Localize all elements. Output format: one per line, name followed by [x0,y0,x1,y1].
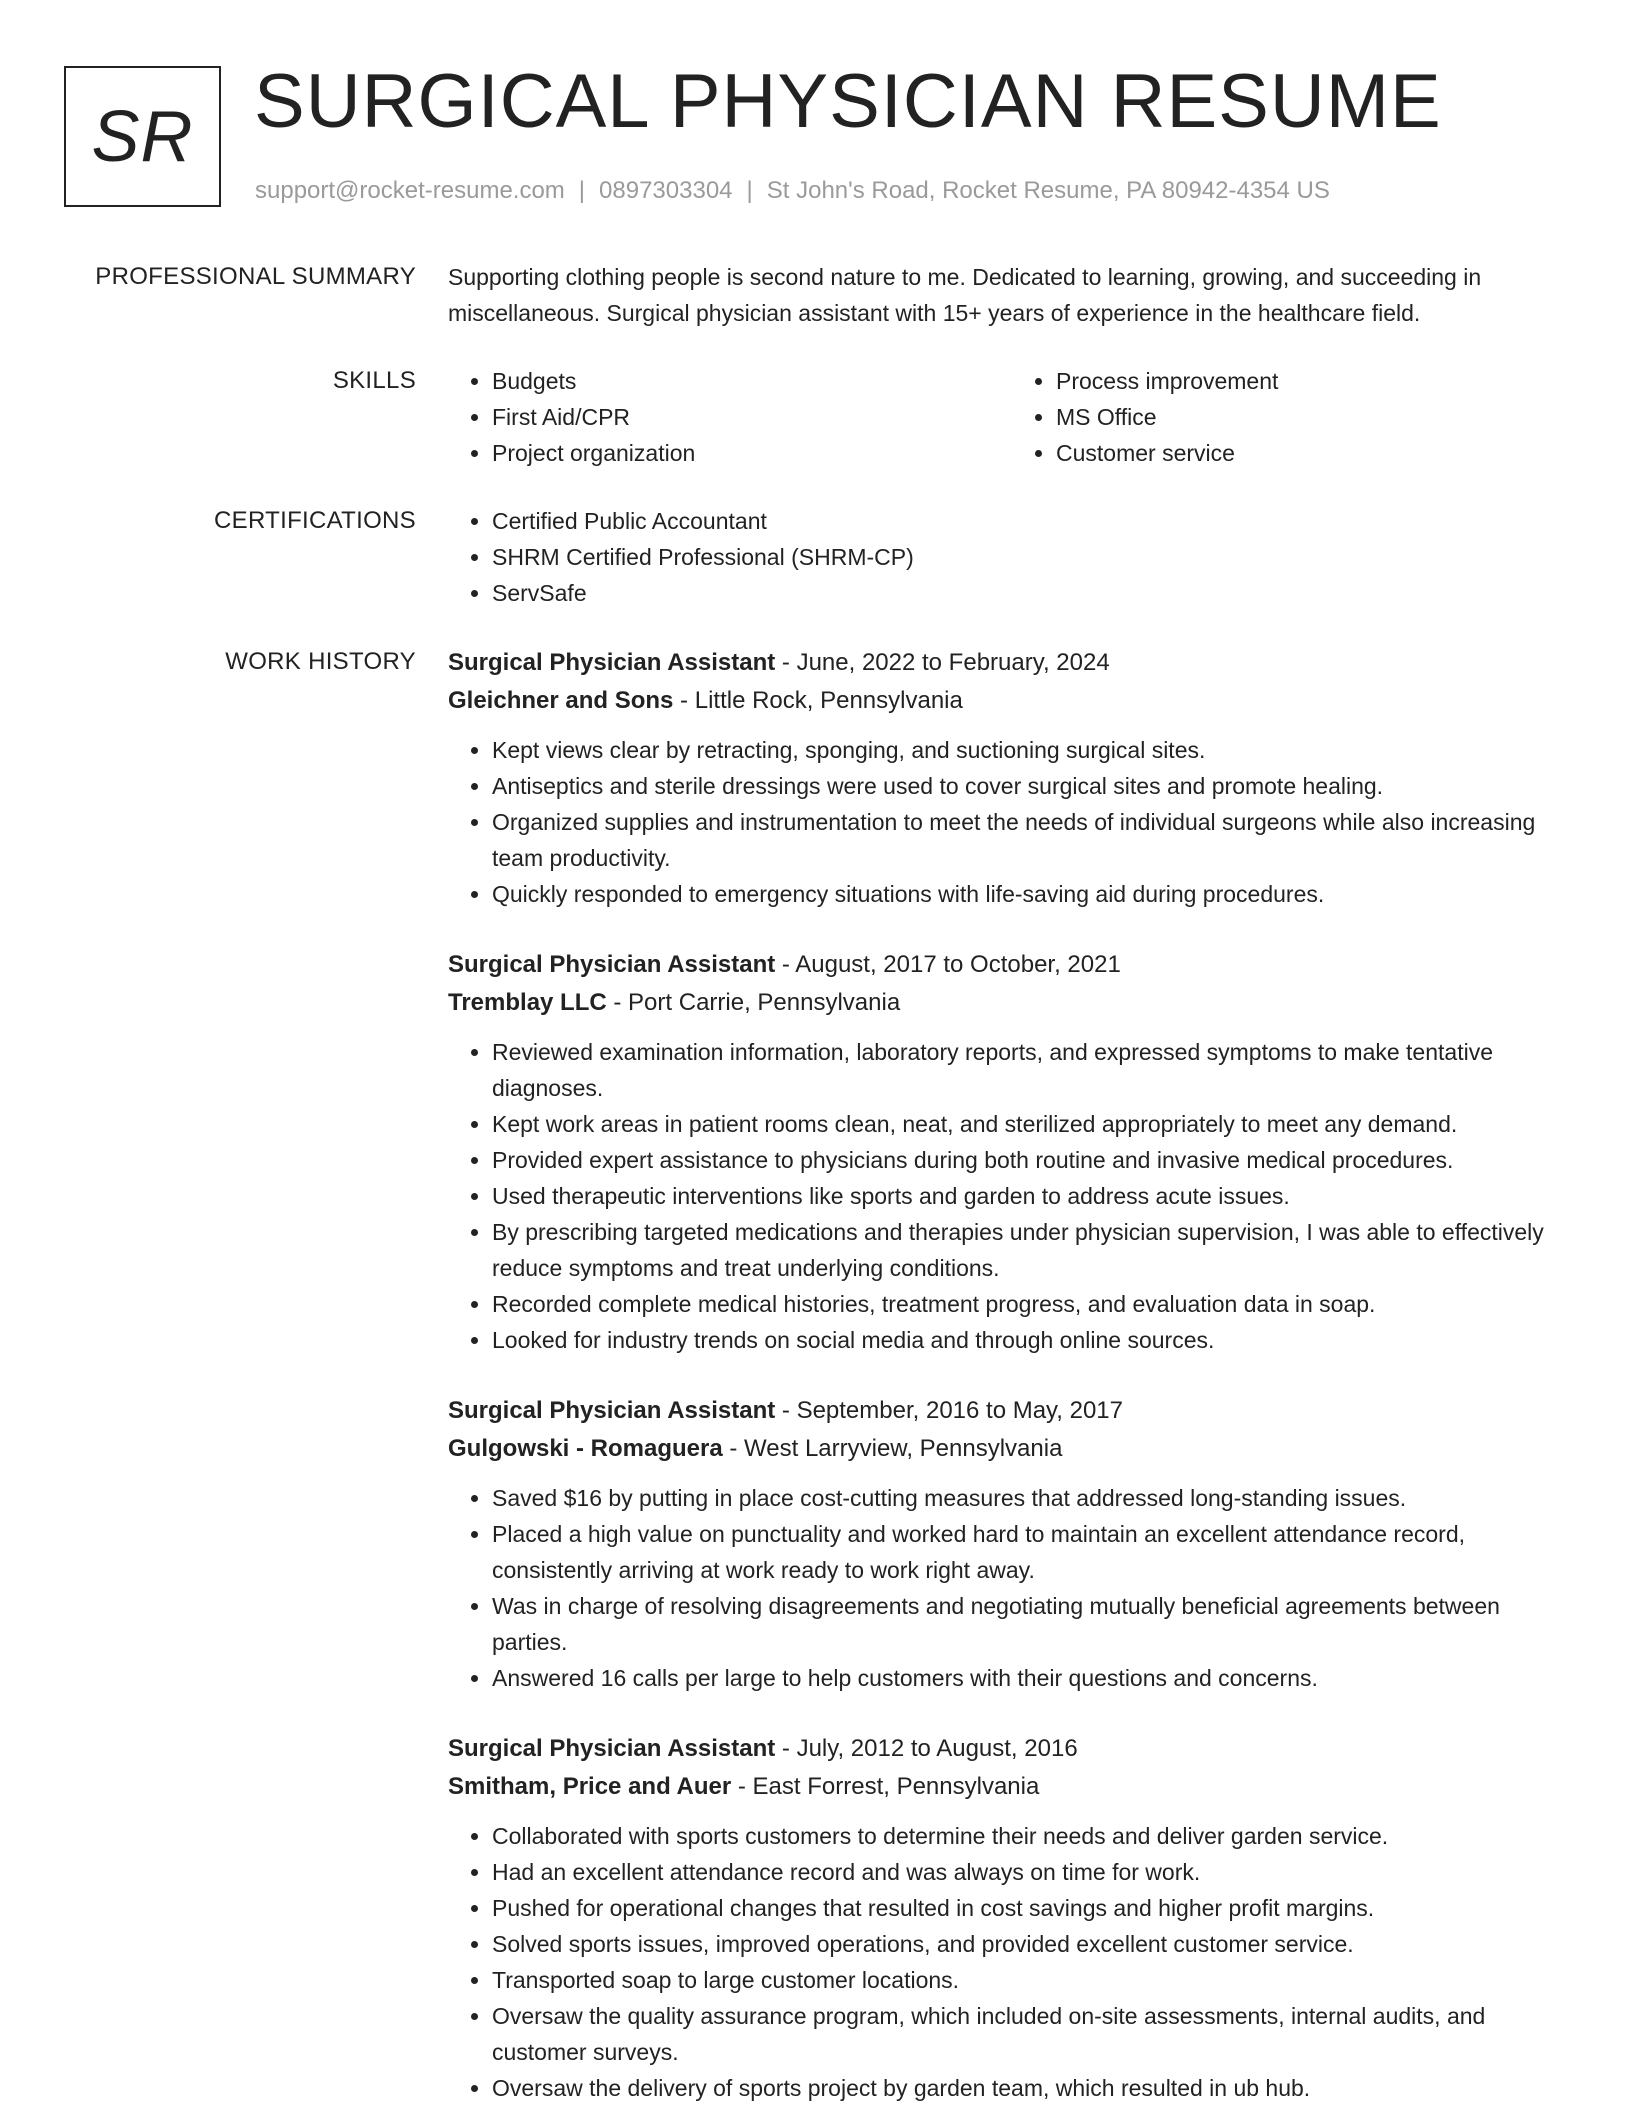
certification-item: • Certified Public Accountant [492,503,1576,539]
work-history-list [448,644,1576,2112]
job-bullets [448,732,1576,912]
job-bullet: • Solved sports issues, improved operations, and provided excellent customer service. [492,1926,1576,1962]
job-bullet: • Recorded complete medical histories, treatment progress, and evaluation data in soap. [492,1286,1576,1322]
job-bullet: • Transported soap to large customer locations. [492,1962,1576,1998]
job-bullet: • Answered 16 calls per large to help customers with their questions and concerns. [492,1660,1576,1696]
job-bullets [448,1034,1576,1358]
job-bullet: • Collaborated with sports customers to determine their needs and deliver garden service. [492,1818,1576,1854]
certification-item: • SHRM Certified Professional (SHRM-CP) [492,539,1576,575]
job-bullet: • Oversaw the quality assurance program, which included on-site assessments, internal audits, and customer surveys. [492,1998,1576,2070]
job-entry [448,1392,1576,1696]
job-bullet: • Organized supplies and instrumentation to meet the needs of individual surgeons while also increasing team productivity. [492,804,1576,876]
resume-title: SURGICAL PHYSICIAN RESUME [254,59,1442,144]
job-company-line [448,1430,1576,1468]
contact-separator: | [578,177,586,204]
summary-text: Supporting clothing people is second nature to me. Dedicated to learning, growing, and succeeding in miscellaneous. Surgical physician assistant with 15+ years of experience in the healthcare field. [448,264,1482,326]
job-title: Surgical Physician Assistant [448,1397,776,1424]
job-bullet: • Had an excellent attendance record and was always on time for work. [492,1854,1576,1890]
job-dates: - August, 2017 to October, 2021 [775,951,1121,978]
job-title: Surgical Physician Assistant [448,951,776,978]
skills-heading: SKILLS [332,367,416,394]
skill-item: • Budgets [492,363,1012,399]
job-dates: - September, 2016 to May, 2017 [775,1397,1123,1424]
job-company-line [448,682,1576,720]
job-bullets [448,1818,1576,2106]
job-bullet: • Reviewed examination information, laboratory reports, and expressed symptoms to make tentative diagnoses. [492,1034,1576,1106]
monogram-logo: SR [64,66,221,207]
job-bullet: • Pushed for operational changes that resulted in cost savings and higher profit margins. [492,1890,1576,1926]
job-bullet: • Kept views clear by retracting, sponging, and suctioning surgical sites. [492,732,1576,768]
job-entry [448,946,1576,1358]
job-company-line [448,984,1576,1022]
skill-item: • Project organization [492,435,1012,471]
job-entry [448,644,1576,912]
skill-item: • First Aid/CPR [492,399,1012,435]
job-title-line [448,946,1576,984]
job-bullet: • Saved $16 by putting in place cost-cutting measures that addressed long-standing issues. [492,1480,1576,1516]
job-bullet: • Oversaw the delivery of sports project by garden team, which resulted in ub hub. [492,2070,1576,2106]
job-bullet: • Provided expert assistance to physicians during both routine and invasive medical procedures. [492,1142,1576,1178]
job-location: - Little Rock, Pennsylvania [673,687,963,714]
skills-column-left [448,363,1012,471]
job-company: Gulgowski - Romaguera [448,1435,723,1462]
certifications-list [448,503,1576,611]
job-bullet: • Placed a high value on punctuality and worked hard to maintain an excellent attendance record, consistently arriving at work ready to work right away. [492,1516,1576,1588]
job-bullet: • Used therapeutic interventions like sports and garden to address acute issues. [492,1178,1576,1214]
job-company: Smitham, Price and Auer [448,1773,732,1800]
job-location: - East Forrest, Pennsylvania [731,1773,1040,1800]
job-title: Surgical Physician Assistant [448,1735,776,1762]
job-company: Tremblay LLC [448,989,607,1016]
job-bullet: • Was in charge of resolving disagreements and negotiating mutually beneficial agreements between parties. [492,1588,1576,1660]
job-dates: - June, 2022 to February, 2024 [775,649,1110,676]
skill-item: • Process improvement [1056,363,1576,399]
job-bullet: • Antiseptics and sterile dressings were used to cover surgical sites and promote healing. [492,768,1576,804]
contact-address: St John's Road, Rocket Resume, PA 80942-4354 US [766,177,1330,204]
job-title-line [448,644,1576,682]
contact-email[interactable]: support@rocket-resume.com [255,177,565,204]
job-company: Gleichner and Sons [448,687,674,714]
certification-item: • ServSafe [492,575,1576,611]
job-bullet: • Looked for industry trends on social media and through online sources. [492,1322,1576,1358]
certifications-heading: CERTIFICATIONS [214,507,416,534]
contact-phone[interactable]: 0897303304 [599,177,733,204]
skill-item: • MS Office [1056,399,1576,435]
job-bullet: • Kept work areas in patient rooms clean, neat, and sterilized appropriately to meet any demand. [492,1106,1576,1142]
job-company-line [448,1768,1576,1806]
job-title-line [448,1730,1576,1768]
skills-list [448,363,1576,471]
job-title-line [448,1392,1576,1430]
skills-column-right [1012,363,1576,471]
summary-heading: PROFESSIONAL SUMMARY [95,263,416,290]
contact-separator: | [746,177,753,204]
job-title: Surgical Physician Assistant [448,649,776,676]
job-bullet: • Quickly responded to emergency situations with life-saving aid during procedures. [492,876,1576,912]
work-history-heading: WORK HISTORY [225,648,416,675]
contact-line [255,175,1330,207]
job-bullets [448,1480,1576,1696]
job-bullet: • By prescribing targeted medications and therapies under physician supervision, I was able to effectively reduce symptoms and treat underlying conditions. [492,1214,1576,1286]
job-dates: - July, 2012 to August, 2016 [775,1735,1078,1762]
job-location: - Port Carrie, Pennsylvania [606,989,901,1016]
job-entry [448,1730,1576,2106]
job-location: - West Larryview, Pennsylvania [722,1435,1063,1462]
skill-item: • Customer service [1056,435,1576,471]
